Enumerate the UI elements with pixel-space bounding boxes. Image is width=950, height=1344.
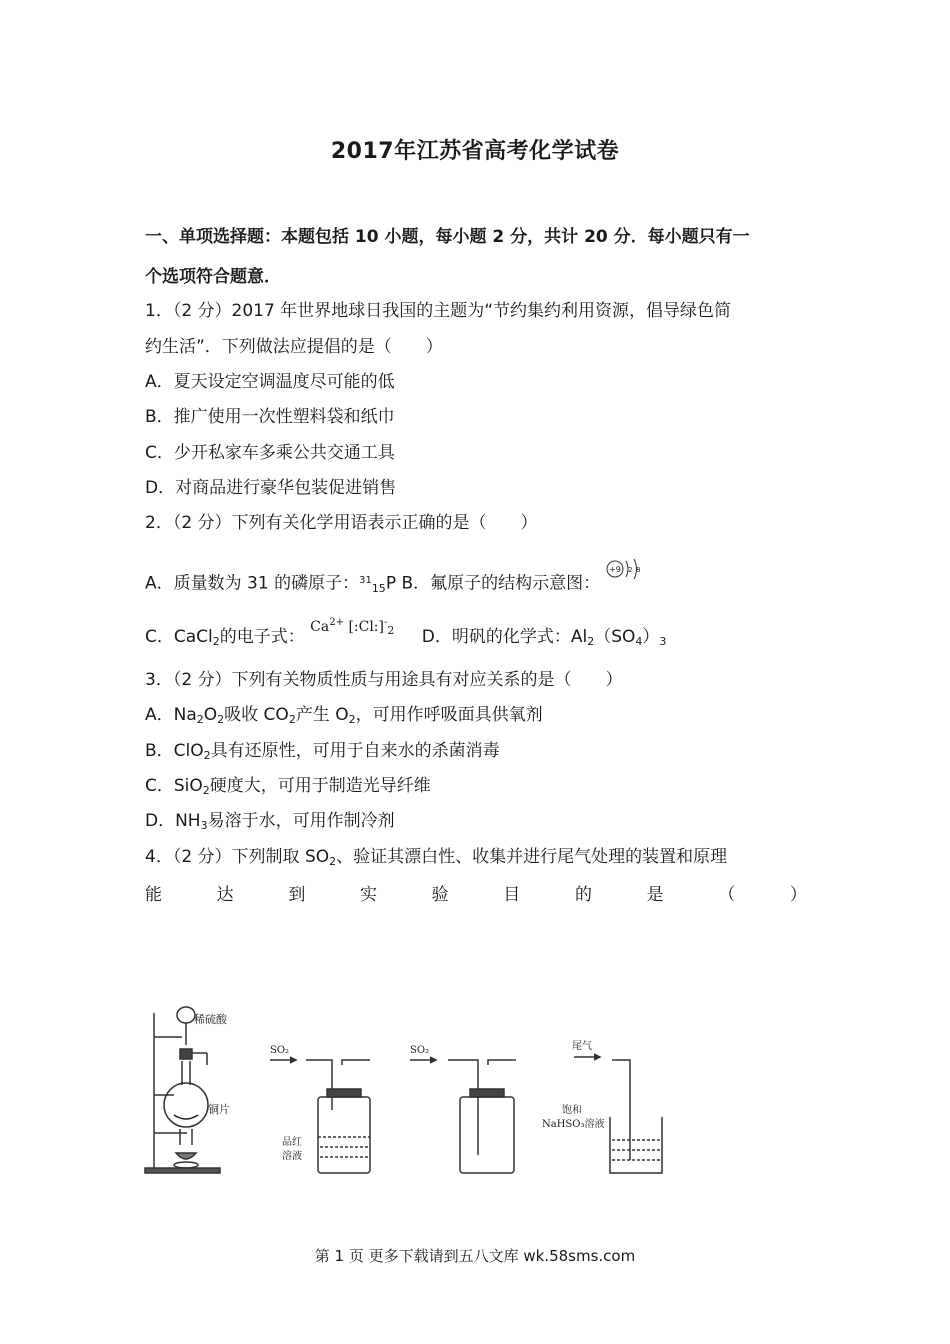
q2-stem: 2．（2 分）下列有关化学用语表示正确的是（ ） — [145, 513, 538, 533]
q1-option-b: B．推广使用一次性塑料袋和纸巾 — [145, 407, 395, 427]
label-pinhong-2: 溶液 — [282, 1151, 302, 1162]
label-pinhong-1: 品红 — [282, 1137, 302, 1148]
q3-option-b: B．ClO$_2$具有还原性，可用于自来水的杀菌消毒 — [145, 741, 500, 762]
so2-generator-apparatus — [145, 1007, 220, 1173]
q4-apparatus-figure — [142, 1005, 682, 1185]
q1-stem-line1: 1．（2 分）2017 年世界地球日我国的主题为“节约集约利用资源，倡导绿色简 — [145, 301, 732, 321]
q3-option-d: D．$NH_3$易溶于水，可用作制冷剂 — [145, 811, 395, 832]
page-title: 2017年江苏省高考化学试卷 — [330, 139, 620, 164]
atomic-number: 15 — [371, 581, 386, 595]
q2-option-c-prefix: C．CaCl — [145, 627, 213, 647]
label-so2-b: SO₂ — [410, 1045, 430, 1056]
label-nahso3-solution: NaHSO₃溶液 — [542, 1119, 605, 1130]
q3-stem: 3．（2 分）下列有关物质性质与用途具有对应关系的是（ ） — [145, 670, 623, 690]
q4-stem-line1: 4．（2 分）下列制取 $SO_2$、验证其漂白性、收集并进行尾气处理的装置和原理 — [145, 847, 728, 868]
element-symbol: P — [385, 573, 397, 594]
fluorine-structure-diagram — [606, 555, 646, 588]
mass-number: 31 — [359, 574, 372, 586]
label-dilute-sulfuric-acid: 稀硫酸 — [194, 1013, 227, 1026]
label-tail-gas: 尾气 — [572, 1041, 592, 1052]
q3-option-a: A．$Na_2O_2$吸收 $CO_2$产生 $O_2$，可用作呼吸面具供氧剂 — [145, 705, 543, 726]
nucleus-charge: +9 — [608, 565, 621, 574]
collecting-bottle-apparatus — [410, 1057, 516, 1173]
q3-option-c: C．SiO$_2$硬度大，可用于制造光导纤维 — [145, 776, 431, 797]
q1-option-c: C．少开私家车多乘公共交通工具 — [145, 443, 395, 463]
q1-option-a: A．夏天设定空调温度尽可能的低 — [145, 372, 395, 392]
shell-2-electrons: 8 — [635, 566, 641, 574]
label-saturated: 饱和 — [562, 1105, 582, 1116]
q2-option-b-text: B．氟原子的结构示意图： — [401, 573, 601, 594]
q2-option-c-suffix: 的电子式： — [219, 627, 305, 647]
label-so2-a: SO₂ — [270, 1045, 290, 1056]
section-heading-line2: 个选项符合题意． — [145, 267, 281, 287]
q4-stem-line2: 能 达 到 实 验 目 的 是 （ ） — [145, 885, 807, 905]
q2-options-cd: C．CaCl$_2$的电子式： $Ca^{2+}$ $[:Cl:]^-_2$ D．明矾的化学式：$Al_2(SO_4)_3$ — [145, 617, 667, 648]
shell-1-electrons: 2 — [627, 566, 633, 574]
phosphorus-isotope — [359, 575, 386, 595]
tail-gas-beaker-apparatus — [574, 1054, 662, 1173]
page-footer: 第 1 页 更多下载请到五八文库 wk.58sms.com — [314, 1247, 636, 1265]
q2-option-a-text: A．质量数为 31 的磷原子： — [145, 573, 360, 594]
section-heading-line1: 一、单项选择题：本题包括 10 小题，每小题 2 分，共计 20 分．每小题只有一 — [145, 227, 750, 247]
label-copper-sheet: 铜片 — [208, 1103, 230, 1116]
cacl2-electron-formula: $Ca^{2+}$ $[:Cl:]^-_2$ — [310, 617, 395, 637]
q2-options-ab — [145, 567, 807, 600]
q1-option-d: D．对商品进行豪华包装促进销售 — [145, 478, 397, 498]
q1-stem-line2: 约生活”．下列做法应提倡的是（ ） — [145, 337, 443, 357]
q2-option-d-prefix: D．明矾的化学式：Al — [421, 627, 588, 647]
